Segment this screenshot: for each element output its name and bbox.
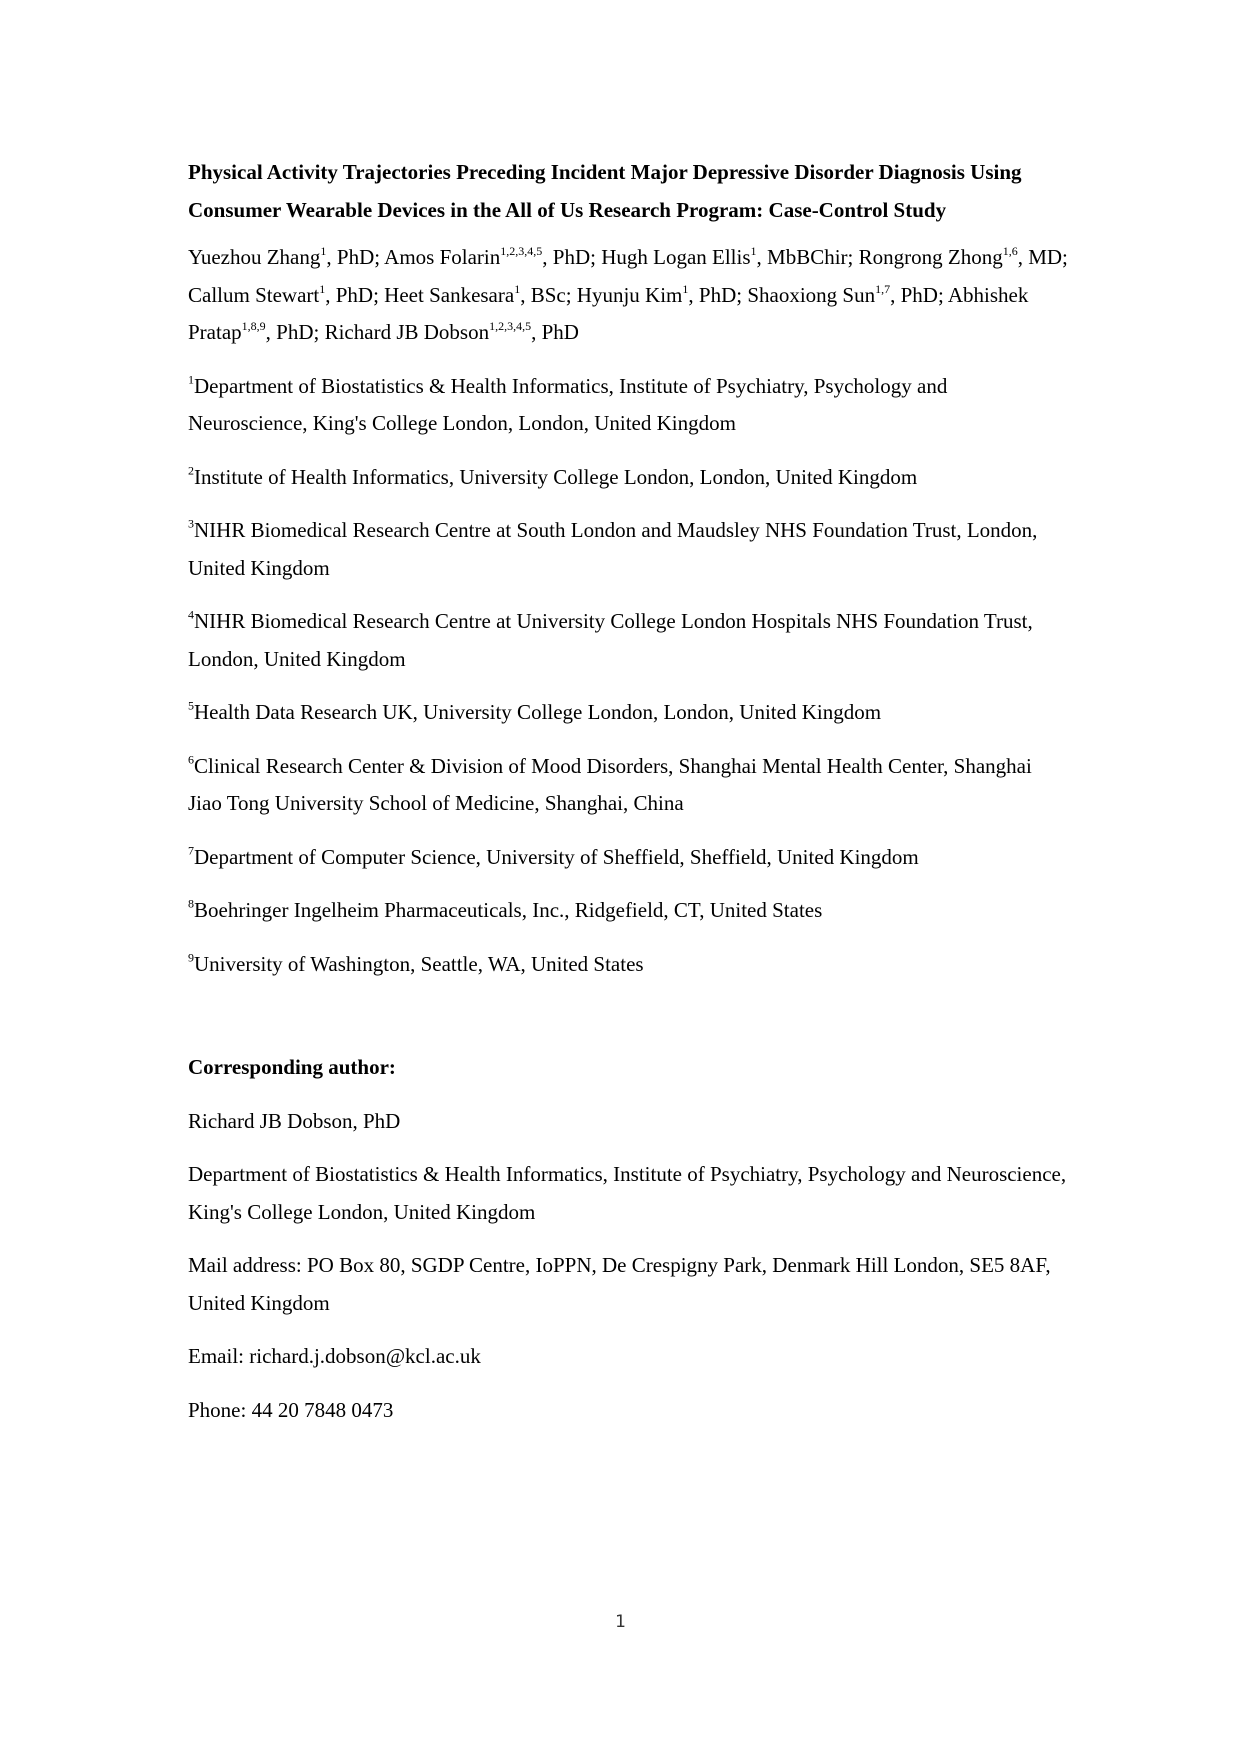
affiliation-3: $^3$NIHR Biomedical Research Centre at South London and Maudsley NHS Foundation Trust, London, United Kingdom [188,516,1038,580]
affiliation-9: $^9$University of Washington, Seattle, WA, United States [188,949,644,976]
author: Abhishek Pratap$^{1,8,9}$, PhD; [188,282,1029,344]
page-number: 1 [615,1612,626,1632]
corresponding-author-phone: Phone: 44 20 7848 0473 [188,1397,394,1422]
author: Hugh Logan Ellis$^1$, MbBChir; [601,244,859,269]
affiliation-2: $^2$Institute of Health Informatics, University College London, London, United Kingdom [188,462,918,489]
affiliation-7: $^7$Department of Computer Science, University of Sheffield, Sheffield, United Kingdom [188,842,919,869]
author: Shaoxiong Sun$^{1,7}$, PhD; [747,281,948,307]
corresponding-author-email: Email: richard.j.dobson@kcl.ac.uk [188,1344,481,1368]
affiliation-4: $^4$NIHR Biomedical Research Centre at University College London Hospitals NHS Foundation Trust, London, United Kingdom [188,607,1033,671]
affiliation-6: $^6$Clinical Research Center & Division of Mood Disorders, Shanghai Mental Health Center, Shanghai Jiao Tong University School of Medicine, Shanghai, China [188,751,1032,815]
author: Yuezhou Zhang$^1$, PhD; [188,244,385,269]
affiliation-8: $^8$Boehringer Ingelheim Pharmaceuticals, Inc., Ridgefield, CT, United States [188,896,823,922]
corresponding-author-mail: Mail address: PO Box 80, SGDP Centre, IoPPN, De Crespigny Park, Denmark Hill London, SE5 8AF, United Kingdom [188,1253,1051,1315]
author: Richard JB Dobson$^{1,2,3,4,5}$, PhD [324,319,579,344]
corresponding-author-department: Department of Biostatistics & Health Informatics, Institute of Psychiatry, Psychology and Neuroscience, King's College London, United Kingdom [188,1162,1067,1224]
paper-title: Physical Activity Trajectories Preceding Incident Major Depressive Disorder Diagnosis Using Consumer Wearable Devices in the All of Us Research Program: Case-Control Study [188,160,1022,222]
author: Callum Stewart$^1$, PhD; [188,281,385,307]
author-list [188,239,1068,352]
affiliation-5: $^5$Health Data Research UK, University College London, London, United Kingdom [188,698,882,724]
affiliation-1: $^1$Department of Biostatistics & Health Informatics, Institute of Psychiatry, Psychology and Neuroscience, King's College London, London, United Kingdom [188,371,948,435]
author: Amos Folarin$^{1,2,3,4,5}$, PhD; [384,244,602,269]
page-content [188,154,1068,1445]
author: Rongrong Zhong$^{1,6}$, MD; [858,244,1068,269]
author: Hyunju Kim$^1$, PhD; [576,281,748,307]
corresponding-author-heading: Corresponding author: [188,1055,396,1079]
section-spacer [188,999,1068,1049]
author: Heet Sankesara$^1$, BSc; [384,281,577,307]
corresponding-author-name: Richard JB Dobson, PhD [188,1108,401,1133]
